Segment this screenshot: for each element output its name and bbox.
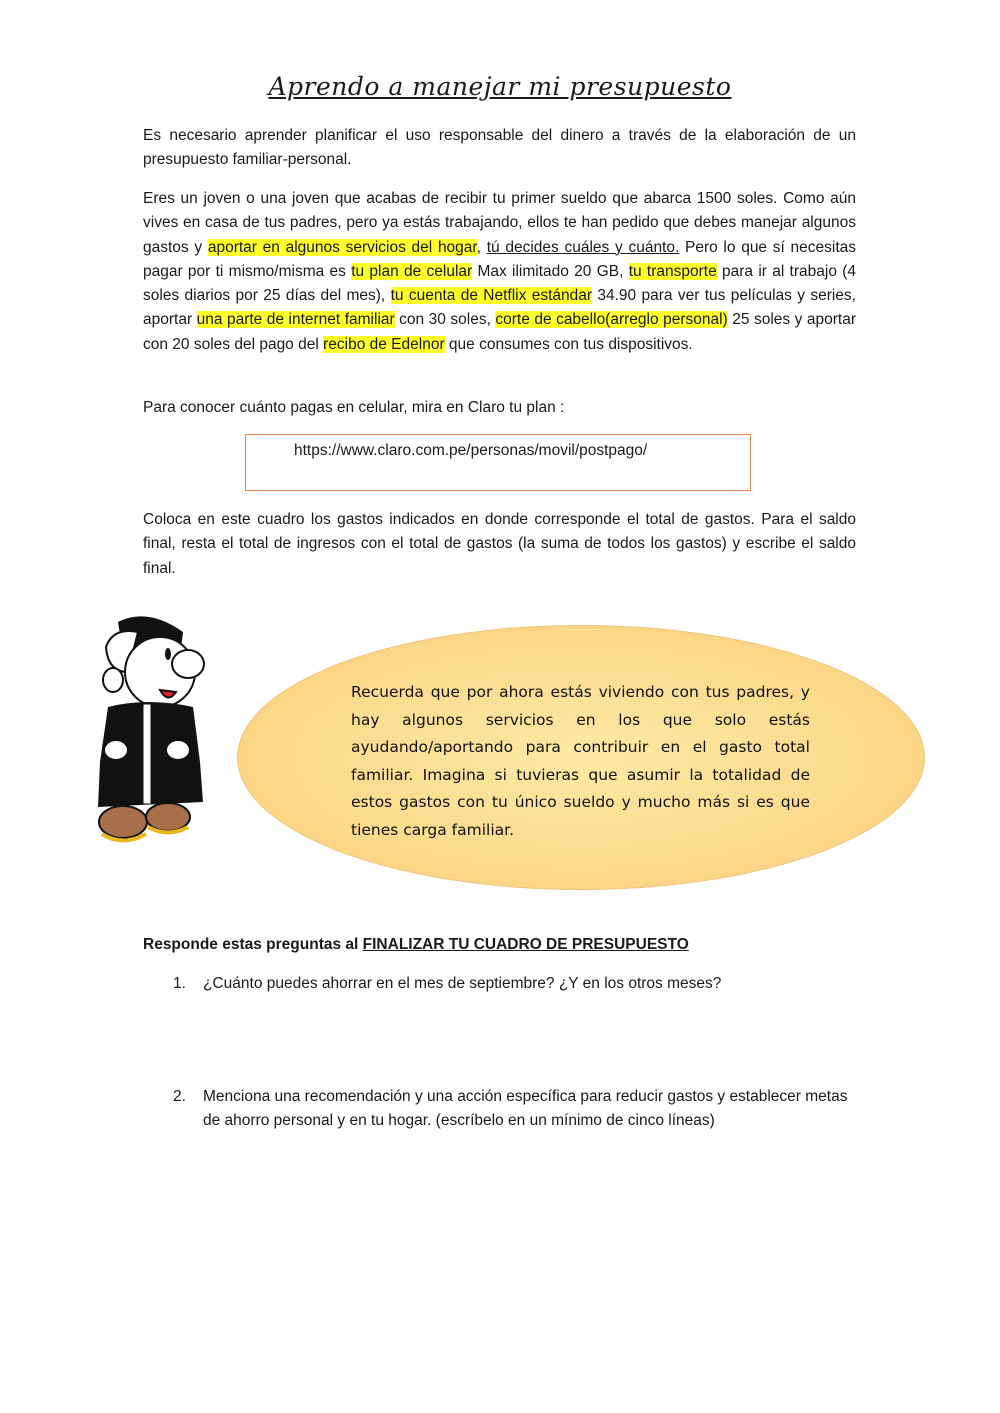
text-segment: , [476,238,487,256]
page-title: Aprendo a manejar mi presupuesto [268,72,732,101]
claro-prompt: Para conocer cuánto pagas en celular, mira en Claro tu plan : [143,399,565,416]
text-segment: con 30 soles, [394,311,496,329]
questions-heading-prefix: Responde estas preguntas al [143,936,363,953]
text-segment: para ir al trabajo (4 soles diarios por 25 días del mes), [143,262,857,305]
question-2 [173,1085,863,1134]
highlighted-text: recibo de Edelnor [323,335,445,353]
underlined-text: tú decides cuáles y cuánto. [486,238,680,256]
question-text: Menciona una recomendación y una acción específica para reducir gastos y establecer metas de ahorro personal y en tu hogar. (escríbelo en un mínimo de cinco líneas) [203,1088,848,1130]
intro-paragraph: Es necesario aprender planificar el uso responsable del dinero a través de la elaboración de un presupuesto familiar-personal. [143,127,856,169]
highlighted-text: tu plan de celular [351,262,473,280]
text-segment: Pero lo que sí necesitas pagar por ti mismo/misma es [143,238,856,280]
text-segment: Eres un joven o una joven que acabas de recibir tu primer sueldo que abarca 1500 soles. Como aún vives en casa de tus padres, pero ya estás trabajando, ellos te han pedido que debes manejar algunos gastos y [143,190,856,256]
questions-heading [143,936,689,954]
claro-link[interactable]: https://www.claro.com.pe/personas/movil/postpago/ [294,442,648,459]
questions-heading-emphasis: FINALIZAR TU CUADRO DE PRESUPUESTO [362,936,689,953]
text-segment: 25 soles y aportar con 20 soles del pago del [143,311,856,353]
text-segment: que consumes con tus dispositivos. [444,335,693,353]
question-1 [173,972,863,996]
question-number: 1. [173,975,186,992]
highlighted-text: aportar en algunos servicios del hogar [207,238,477,256]
highlighted-text: una parte de internet familiar [196,311,395,329]
text-segment: Max ilimitado 20 GB, [472,262,629,280]
highlighted-text: corte de cabello(arreglo personal) [495,311,728,329]
url-box [245,434,751,491]
highlighted-text: tu cuenta de Netflix estándar [390,287,593,305]
text-segment: 34.90 para ver tus películas y series, aportar [143,287,856,329]
instructions-paragraph: Coloca en este cuadro los gastos indicados en donde corresponde el total de gastos. Para el saldo final, resta el total de ingresos con el total de gastos (la suma de todos los gastos) y escribe el saldo final. [143,511,856,577]
speech-bubble-text: Recuerda que por ahora estás viviendo con tus padres, y hay algunos servicios en los que solo estás ayudando/aportando para contribuir en el gasto total familiar. Imagina si tuvieras que asumir la totalidad de estos gastos con tu único sueldo y mucho más si es que tienes carga familiar. [351,683,810,839]
cartoon-character-illustration [88,612,213,852]
scenario-paragraph [143,187,856,357]
question-text: ¿Cuánto puedes ahorrar en el mes de septiembre? ¿Y en los otros meses? [203,975,722,992]
highlighted-text: tu transporte [628,262,717,280]
question-number: 2. [173,1088,186,1105]
